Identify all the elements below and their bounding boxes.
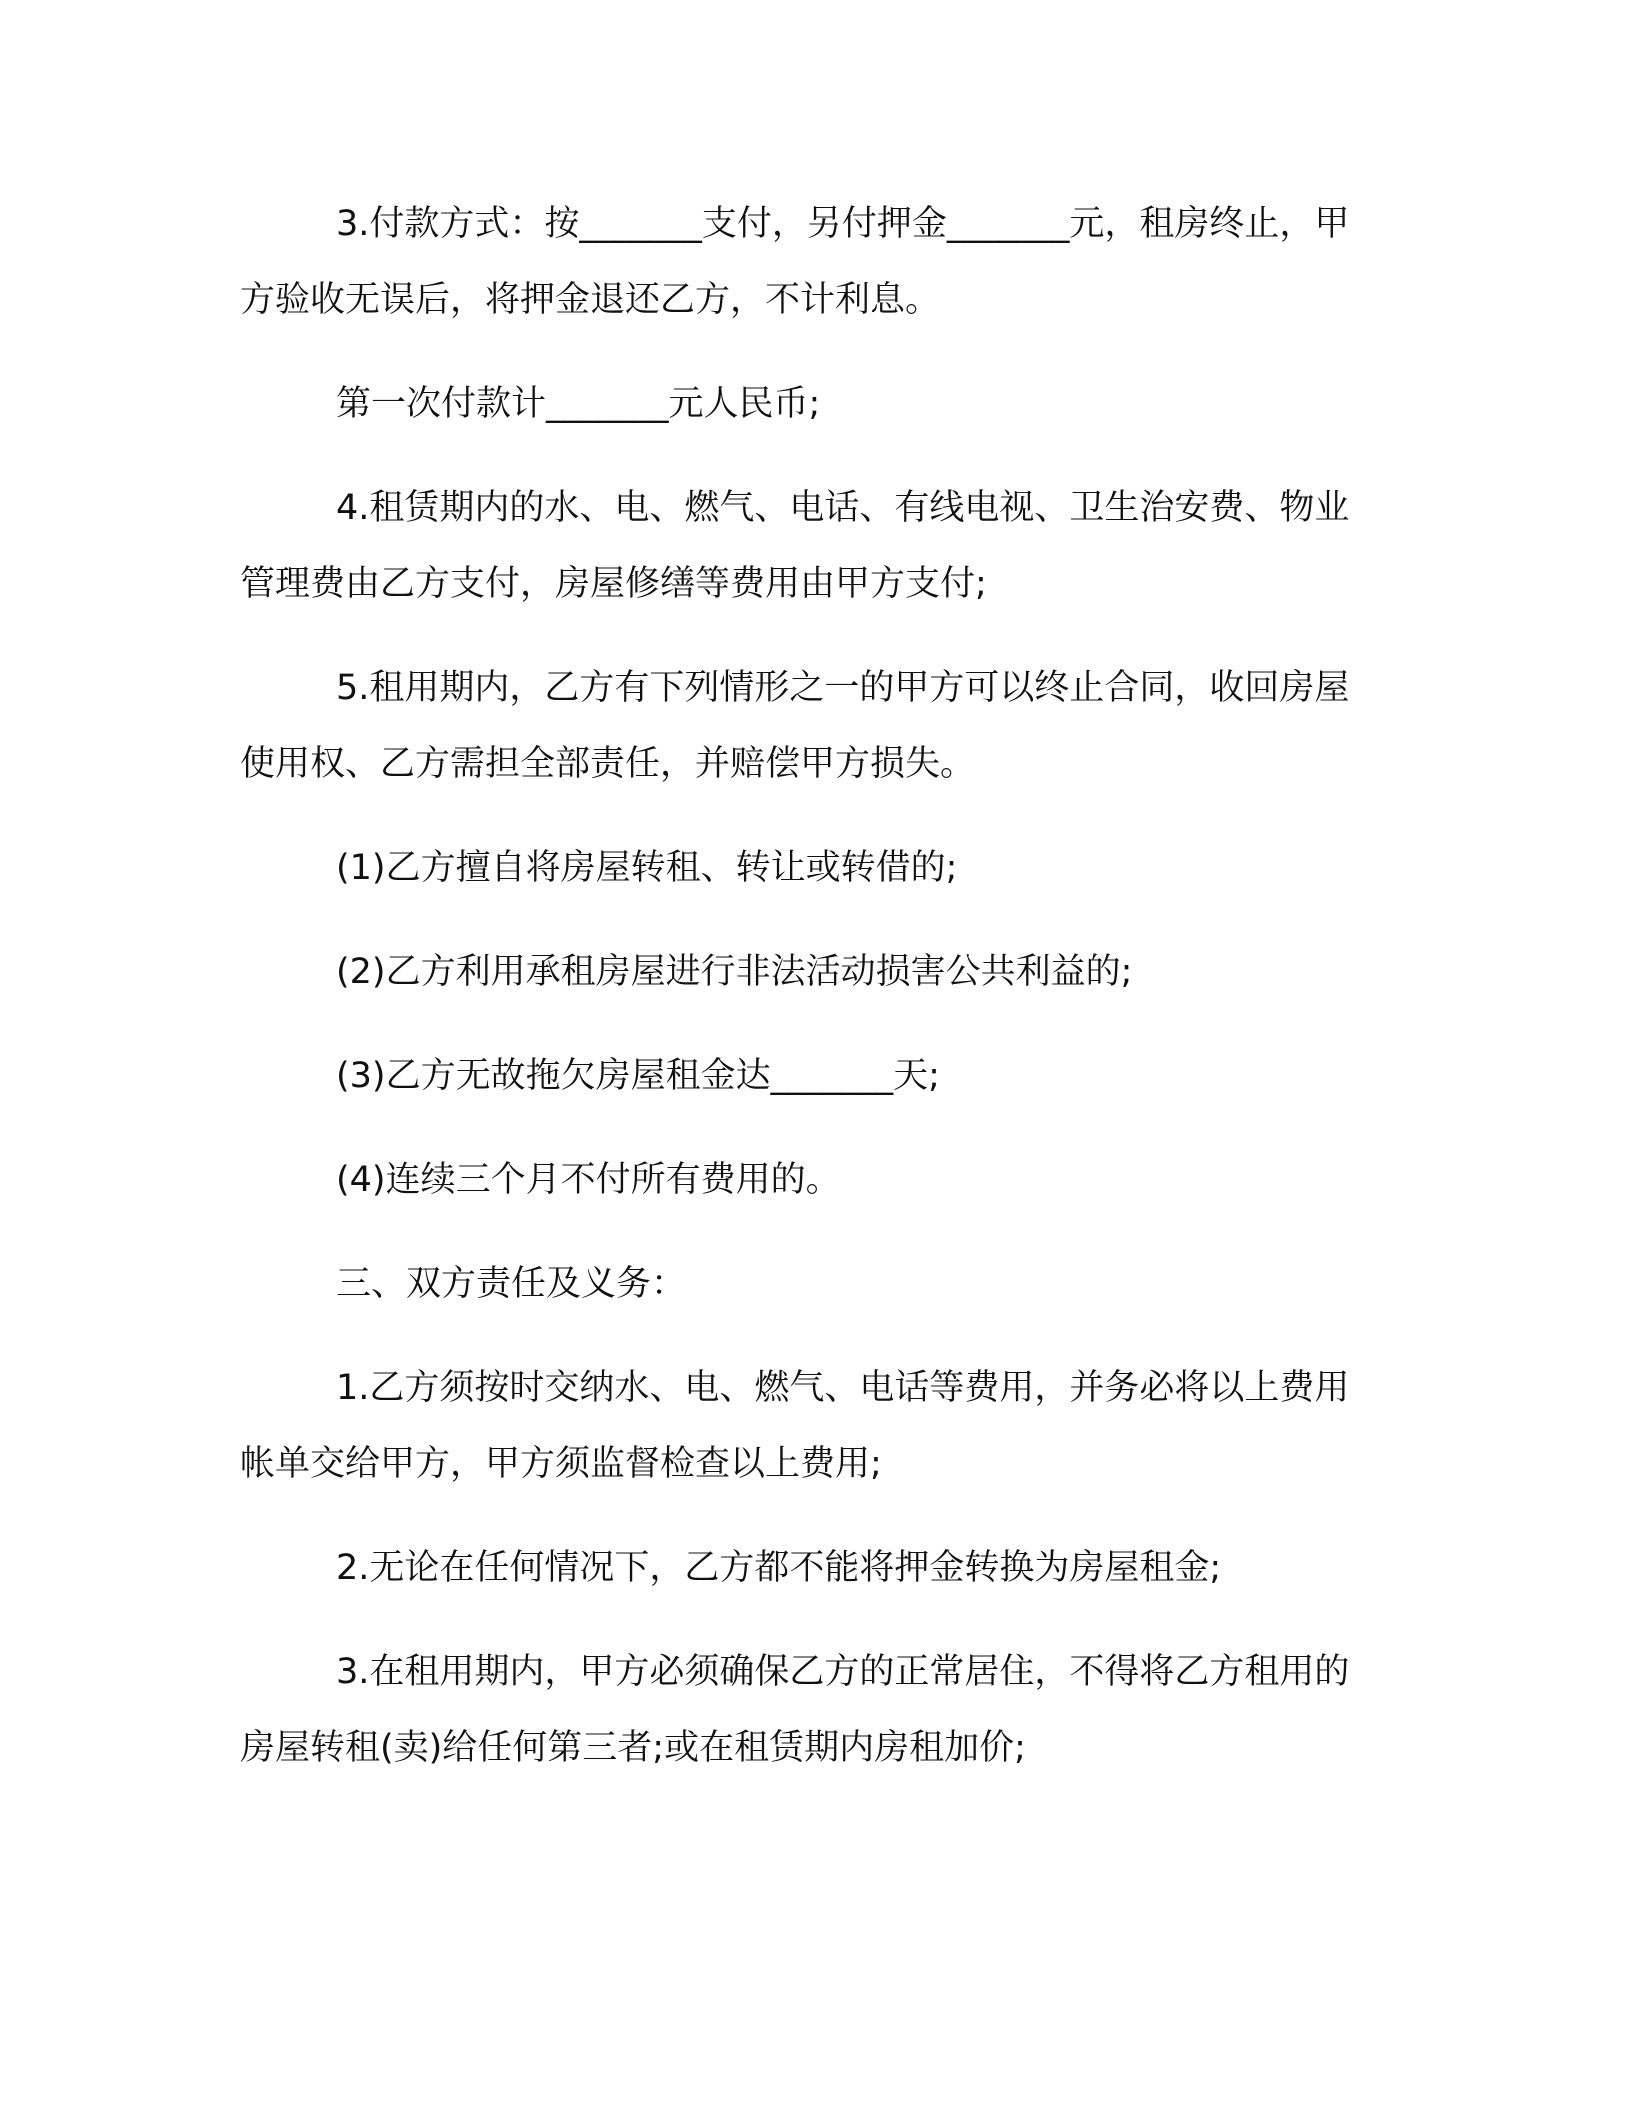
responsibility-2-paragraph: 2.无论在任何情况下，乙方都不能将押金转换为房屋租金; — [336, 1548, 1222, 1588]
responsibility-3-paragraph: 3.在租用期内，甲方必须确保乙方的正常居住，不得将乙方租用的房屋转租(卖)给任何第三者;或在租赁期内房租加价; — [240, 1652, 1350, 1768]
condition-3-paragraph: (3)乙方无故拖欠房屋租金达_______天; — [336, 1056, 940, 1096]
document-body — [240, 186, 1370, 1814]
first-payment-paragraph: 第一次付款计_______元人民币; — [336, 384, 821, 424]
responsibility-1-paragraph: 1.乙方须按时交纳水、电、燃气、电话等费用，并务必将以上费用帐单交给甲方，甲方须监督检查以上费用; — [240, 1368, 1350, 1484]
termination-conditions-paragraph: 5.租用期内，乙方有下列情形之一的甲方可以终止合同，收回房屋使用权、乙方需担全部责任，并赔偿甲方损失。 — [240, 668, 1350, 784]
utilities-fees-paragraph: 4.租赁期内的水、电、燃气、电话、有线电视、卫生治安费、物业管理费由乙方支付，房屋修缮等费用由甲方支付; — [240, 488, 1350, 604]
condition-1-paragraph: (1)乙方擅自将房屋转租、转让或转借的; — [336, 848, 958, 888]
condition-4-paragraph: (4)连续三个月不付所有费用的。 — [336, 1160, 841, 1200]
condition-2-paragraph: (2)乙方利用承租房屋进行非法活动损害公共利益的; — [336, 952, 1133, 992]
payment-method-paragraph: 3.付款方式：按_______支付，另付押金_______元，租房终止，甲方验收无误后，将押金退还乙方，不计利息。 — [240, 204, 1350, 320]
section-heading-responsibilities: 三、双方责任及义务： — [336, 1264, 687, 1304]
